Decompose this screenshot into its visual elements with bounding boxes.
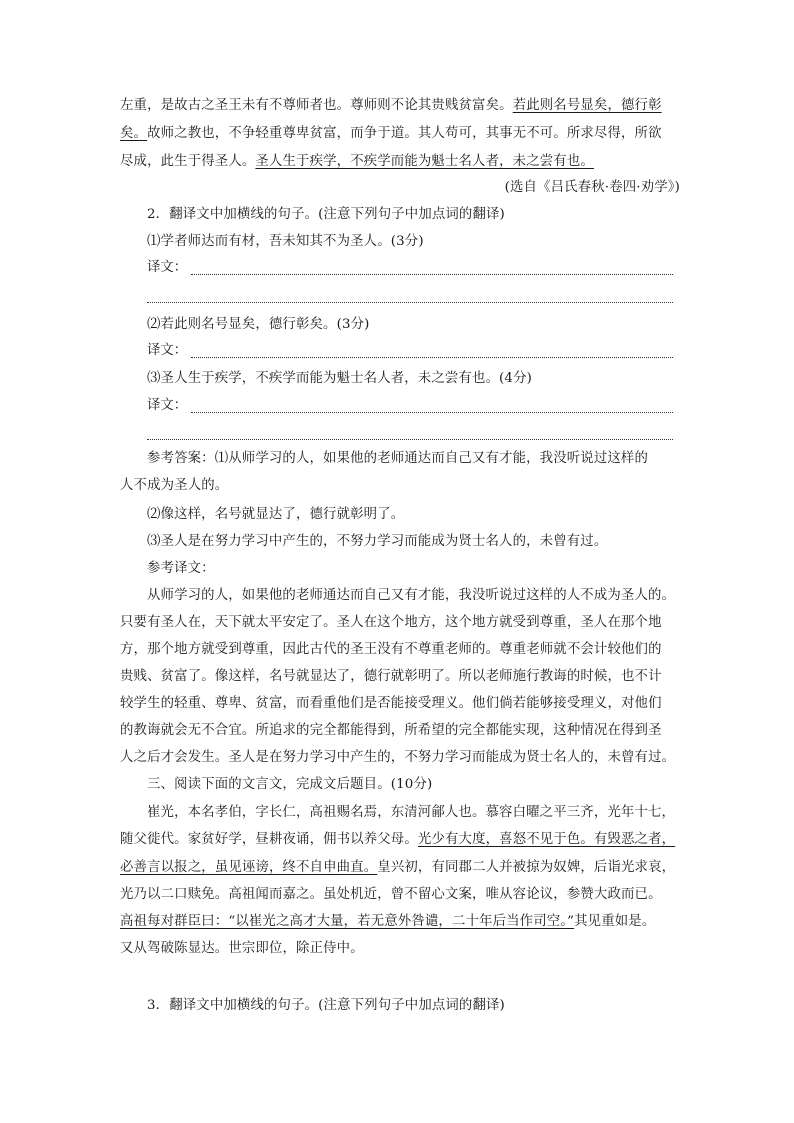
passage-line-2 (120, 124, 680, 144)
translation-line: 只要有圣人在，天下就太平安定了。圣人在这个地方，这个地方就受到尊重，圣人在那个地 (120, 615, 662, 630)
answer-3: ⑶圣人是在努力学习中产生的，不努力学习而能成为贤士名人的，未曾有过。 (147, 534, 608, 549)
passage-text: 尽成，此生于得圣人。 (120, 154, 256, 169)
answer-label: 译文： (147, 260, 188, 275)
translation-heading: 参考译文： (147, 561, 215, 576)
passage-line-1 (120, 96, 680, 116)
passage-source: (选自《吕氏春秋·卷四·劝学》) (504, 180, 680, 195)
translation-line: 人之后才会发生。圣人是在努力学习中产生的，不努力学习而能成为贤士名人的，未曾有过。 (120, 750, 676, 765)
underlined-sentence: 高祖每对群臣曰：“以崔光之高才大量，若无意外咎谴，二十年后当作司空。” (120, 914, 575, 929)
translation-line: 较学生的轻重、尊卑、贫富，而看重他们是否能接受理义。他们倘若能够接受理义，对他们 (120, 696, 662, 711)
translation-line: 贵贱、贫富了。像这样，名号就显达了，德行就彰明了。所以老师施行教诲的时候，也不计 (120, 669, 662, 684)
section-3-line-2 (120, 830, 680, 850)
translation-line: 从师学习的人，如果他的老师通达而自己又有才能，我没听说过这样的人不成为圣人的。 (147, 588, 676, 603)
underlined-sentence: 圣人生于疾学，不疾学而能为魁士名人者，未之尝有也。 (255, 154, 594, 169)
answer-2: ⑵像这样，名号就显达了，德行就彰明了。 (147, 507, 405, 522)
passage-text: 故师之教也，不争轻重尊卑贫富，而争于道。其人苟可，其事无不可。所求尽得，所欲 (147, 126, 662, 141)
answer-line-3b[interactable] (147, 439, 673, 440)
passage-text: 随父徙代。家贫好学，昼耕夜诵，佣书以养父母。 (120, 832, 418, 847)
section-3-line-5 (120, 912, 680, 932)
passage-text: 其见重如是。 (574, 914, 656, 929)
section-3-line-3 (120, 858, 680, 878)
underlined-sentence: 若此则名号显矣，德行彰 (512, 98, 662, 113)
answer-1-line-2: 人不成为圣人的。 (120, 478, 229, 493)
section-3-line-6: 又从驾破陈显达。世宗即位，除正侍中。 (120, 941, 364, 956)
underlined-sentence: 必善言以报之，虽见诬谤，终不自申曲直。 (120, 860, 378, 875)
underlined-sentence: 光少有大度，喜怒不见于色。有毁恶之者， (417, 832, 676, 847)
question-2-sentence-2: ⑵若此则名号显矣，德行彰矣。(3分) (147, 317, 370, 332)
question-2-sentence-1: ⑴学者师达而有材，吾未知其不为圣人。(3分) (147, 234, 424, 249)
answer-field-1[interactable] (147, 258, 673, 278)
answer-line (191, 411, 673, 413)
answer-field-2[interactable] (147, 341, 673, 361)
answer-line-1b[interactable] (147, 302, 673, 303)
translation-line: 的教诲就会无不合宜。所追求的完全都能得到，所希望的完全都能实现，这种情况在得到圣 (120, 723, 662, 738)
answer-line (191, 356, 673, 358)
answer-line (191, 273, 673, 275)
answer-1-line-1: 参考答案：⑴从师学习的人，如果他的老师通达而自己又有才能，我没听说过这样的 (147, 451, 649, 466)
answer-field-3[interactable] (147, 396, 673, 416)
question-3-heading: 3．翻译文中加横线的句子。(注意下列句子中加点词的翻译) (147, 998, 505, 1013)
section-3-line-1: 崔光，本名孝伯，字长仁，高祖赐名焉，东清河鄃人也。慕容白曜之平三齐，光年十七， (147, 805, 676, 820)
answer-label: 译文： (147, 398, 188, 413)
section-3-heading: 三、阅读下面的文言文，完成文后题目。(10分) (147, 777, 433, 792)
section-3-line-4: 光乃以二口赎免。高祖闻而嘉之。虽处机近，曾不留心文案，唯从容论议，参赞大政而已。 (120, 887, 662, 902)
passage-text: 左重，是故古之圣王未有不尊师者也。尊师则不论其贵贱贫富矣。 (120, 98, 513, 113)
underlined-sentence: 矣。 (120, 126, 148, 141)
question-2-heading: 2．翻译文中加横线的句子。(注意下列句子中加点词的翻译) (147, 207, 505, 222)
answer-label: 译文： (147, 343, 188, 358)
translation-line: 方，那个地方就受到尊重，因此古代的圣王没有不尊重老师的。尊重老师就不会计较他们的 (120, 642, 662, 657)
passage-text: 皇兴初，有同郡二人并被掠为奴婢，后诣光求哀， (377, 860, 676, 875)
passage-line-3 (120, 152, 680, 172)
question-2-sentence-3: ⑶圣人生于疾学，不疾学而能为魁士名人者，未之尝有也。(4分) (147, 371, 533, 386)
